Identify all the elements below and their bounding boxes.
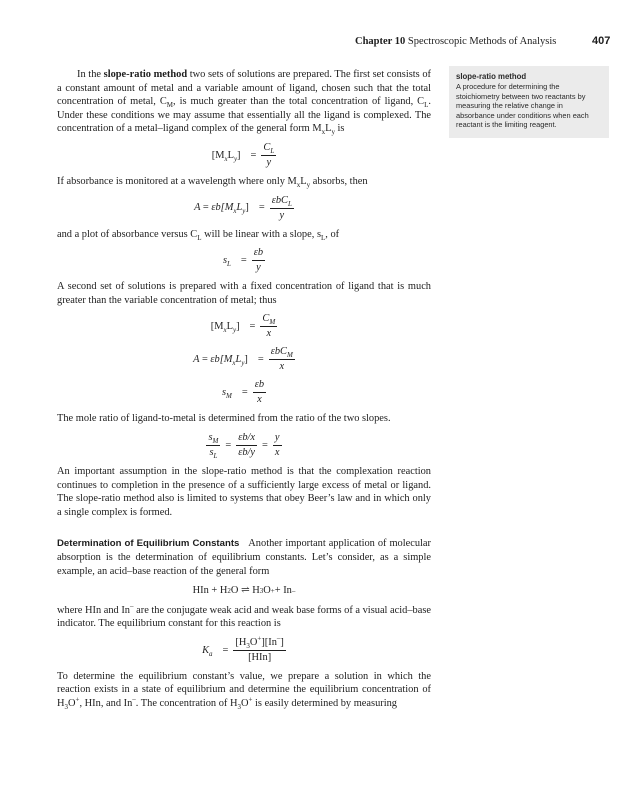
- subscript: L: [424, 101, 429, 110]
- fraction: [253, 379, 266, 406]
- paragraph-1: [57, 68, 431, 136]
- eq-text: A: [194, 202, 201, 214]
- fraction: [270, 195, 294, 222]
- text: absorbs, then: [310, 175, 368, 187]
- subscript: y: [306, 181, 311, 190]
- text: where HIn and In: [57, 604, 131, 616]
- text: . Under these conditions we may assume that essentially all the ligand is complexed. The concentration of a metal–ligand complex of the general form M: [57, 96, 431, 135]
- eq-text: ][In: [261, 636, 277, 648]
- eq-text: εbC: [270, 346, 287, 358]
- chapter-label: Chapter 10: [355, 36, 406, 47]
- fraction: [261, 142, 276, 169]
- eq-text: εb: [252, 247, 265, 261]
- eq-text: [M: [211, 149, 225, 161]
- text: O: [68, 698, 76, 710]
- subscript: y: [233, 154, 238, 163]
- eq-text: [H: [235, 636, 247, 648]
- key-term: slope-ratio method: [103, 69, 188, 80]
- eq-text: εb[M: [210, 354, 233, 366]
- main-text: [57, 68, 431, 711]
- subscript: 3: [64, 703, 69, 712]
- paragraph-7: [57, 537, 431, 578]
- eq-text: s: [221, 387, 227, 399]
- eq-text: ]: [280, 636, 284, 648]
- paragraph-8: [57, 604, 431, 631]
- subscript: M: [269, 318, 276, 327]
- subscript: L: [320, 233, 326, 242]
- subscript: x: [321, 128, 326, 137]
- chapter-title: Spectroscopic Methods of Analysis: [407, 36, 557, 47]
- superscript: –: [276, 634, 281, 643]
- running-header: [355, 35, 611, 47]
- eq-text: s: [208, 431, 213, 443]
- eq-text: HIn + H: [192, 585, 228, 597]
- eq-text: [M: [210, 321, 224, 333]
- eq-text: εb[M: [211, 202, 234, 214]
- equation-3: [57, 247, 431, 274]
- eq-text: C: [263, 141, 271, 153]
- subscript: y: [241, 359, 245, 368]
- eq-text: x: [257, 394, 262, 406]
- eq-text: O: [249, 636, 258, 648]
- text: is easily determined by measuring: [252, 698, 398, 710]
- subscript: L: [287, 199, 292, 208]
- equation-7: [57, 432, 431, 459]
- eq-text: x: [279, 361, 285, 373]
- text: . The concentration of H: [135, 698, 238, 710]
- equals: =: [225, 439, 232, 451]
- text: O: [240, 698, 249, 710]
- fraction: [206, 432, 220, 459]
- text: In the: [77, 69, 104, 80]
- equals: =: [202, 202, 209, 214]
- margin-note-definition: A procedure for determining the stoichiometry between two reactants by measuring the relative change in absorbance under conditions when each reactant is the limiting reagent.: [456, 82, 589, 130]
- subscript: x: [296, 181, 301, 190]
- subscript: M: [166, 101, 174, 110]
- superscript: +: [248, 695, 253, 704]
- eq-text: ]: [237, 149, 241, 161]
- subscript: M: [212, 437, 219, 446]
- equals: =: [241, 387, 248, 399]
- section-heading: Determination of Equilibrium Constants: [57, 538, 240, 550]
- paragraph-3: [57, 228, 431, 242]
- text: To determine the equilibrium constant’s value, we prepare a solution in which the reaction exists in a state of equilibrium and determine the equilibrium concentration of H: [57, 670, 431, 710]
- equals: =: [222, 644, 229, 656]
- subscript: L: [213, 452, 218, 461]
- superscript: –: [132, 695, 136, 704]
- superscript: –: [130, 602, 134, 611]
- equation-1: $[M_xL_y]$ = $\frac{C_L}{y}$: [211, 141, 275, 168]
- equals: =: [249, 321, 256, 333]
- equals: =: [258, 202, 265, 214]
- subscript: x: [224, 154, 228, 163]
- eq-text: [HIn]: [248, 651, 272, 663]
- subscript: x: [223, 326, 227, 335]
- text: , is much greater than the total concentration of ligand, C: [173, 96, 425, 108]
- fraction: [233, 634, 285, 664]
- fraction: [252, 247, 265, 274]
- equation-2: $A = \varepsilon b[M_xL_y]$ = $\frac{\varepsilon bC_L}{y}$: [194, 194, 292, 221]
- subscript: L: [197, 233, 202, 242]
- eq-text: x: [274, 446, 280, 458]
- fraction: [273, 432, 282, 459]
- fraction: [260, 313, 277, 340]
- paragraph-9: [57, 670, 431, 711]
- eq-text: y: [279, 209, 285, 221]
- text: L: [325, 123, 332, 135]
- text: Another important application of molecular absorption is the determination of equilibrium constants. Let’s consider, as a simple example, an acid–base reaction of the general form: [57, 538, 432, 577]
- subscript: M: [287, 351, 293, 360]
- text: is: [334, 123, 345, 135]
- eq-text: ]: [244, 354, 248, 366]
- equals: =: [262, 439, 268, 451]
- paragraph-6: An important assumption in the slope-ratio method is that the complexation reaction continues to completion in the presence of a sufficiently large excess of metal or ligand. The slope-ratio method also is limited to systems that obey Beer’s law and in which only a single complex is formed.: [57, 465, 431, 518]
- paragraph-2: If absorbance is monitored at a wavelength where only $M_xL_y$ absorbs, then: [57, 175, 368, 190]
- equation-5: $A = \varepsilon b[M_xL_y]$ = $\frac{\varepsilon bC_M}{x}$: [193, 346, 293, 373]
- eq-text: K: [202, 644, 210, 656]
- text: , HIn, and In: [79, 698, 133, 710]
- equals: =: [250, 149, 257, 161]
- subscript: 3: [237, 703, 241, 712]
- subscript: y: [242, 207, 246, 216]
- text: are the conjugate weak acid and weak base forms of a visual acid–base indicator. The equilibrium constant for this reaction is: [57, 604, 432, 630]
- subscript: L: [226, 259, 231, 268]
- eq-text: O: [263, 585, 271, 597]
- equals: =: [201, 354, 208, 366]
- eq-text: εbC: [271, 194, 288, 206]
- reaction-equation: HIn + H 2 O ⇌ H 3 O + + In –: [192, 585, 296, 597]
- subscript: 3: [246, 641, 250, 650]
- eq-text: ]: [245, 202, 249, 214]
- fraction: [236, 432, 257, 459]
- page-number: 407: [592, 35, 611, 47]
- eq-text: x: [266, 328, 272, 340]
- paragraph-4: A second set of solutions is prepared with a fixed concentration of ligand that is much greater than the variable concentration of metal; thus: [57, 281, 431, 306]
- subscript: x: [233, 207, 237, 216]
- text: If absorbance is monitored at a wavelength where only M: [57, 175, 297, 187]
- equation-4: $[M_xL_y]$ = $\frac{C_M}{x}$: [210, 313, 276, 340]
- equals: =: [257, 354, 264, 366]
- eq-text: y: [273, 432, 282, 446]
- eq-text: εb/x: [236, 432, 257, 446]
- eq-text: εb: [253, 379, 266, 393]
- subscript: a: [209, 649, 213, 658]
- subscript: y: [232, 326, 237, 335]
- eq-text: y: [256, 262, 261, 274]
- subscript: y: [331, 128, 335, 137]
- text: , of: [325, 228, 340, 240]
- eq-text: εb/y: [238, 446, 256, 458]
- eq-text: s: [209, 446, 214, 458]
- equals: =: [240, 254, 247, 266]
- text: and a plot of absorbance versus C: [57, 228, 198, 240]
- subscript: L: [270, 147, 275, 156]
- eq-text: O ⇌ H: [230, 585, 260, 597]
- eq-text: A: [193, 354, 200, 366]
- subscript: M: [226, 392, 232, 401]
- text: will be linear with a slope, s: [201, 228, 321, 240]
- superscript: +: [257, 634, 262, 643]
- paragraph-5: The mole ratio of ligand-to-metal is determined from the ratio of the two slopes.: [57, 413, 391, 425]
- eq-text: ]: [236, 321, 240, 333]
- superscript: +: [75, 695, 80, 704]
- fraction: [269, 346, 295, 373]
- margin-note: [449, 66, 609, 138]
- eq-text: s: [222, 254, 227, 266]
- equation-6: [57, 379, 431, 406]
- eq-text: y: [266, 156, 272, 168]
- text: two sets of solutions are prepared. The first set consists of a constant amount of metal and a variable amount of ligand, chosen such that the total concentration of metal, C: [57, 69, 432, 108]
- eq-text: + In: [274, 585, 292, 597]
- subscript: x: [232, 359, 236, 368]
- margin-note-term: slope-ratio method: [456, 72, 527, 81]
- eq-text: C: [262, 313, 270, 325]
- equilibrium-constant-equation: [57, 634, 431, 664]
